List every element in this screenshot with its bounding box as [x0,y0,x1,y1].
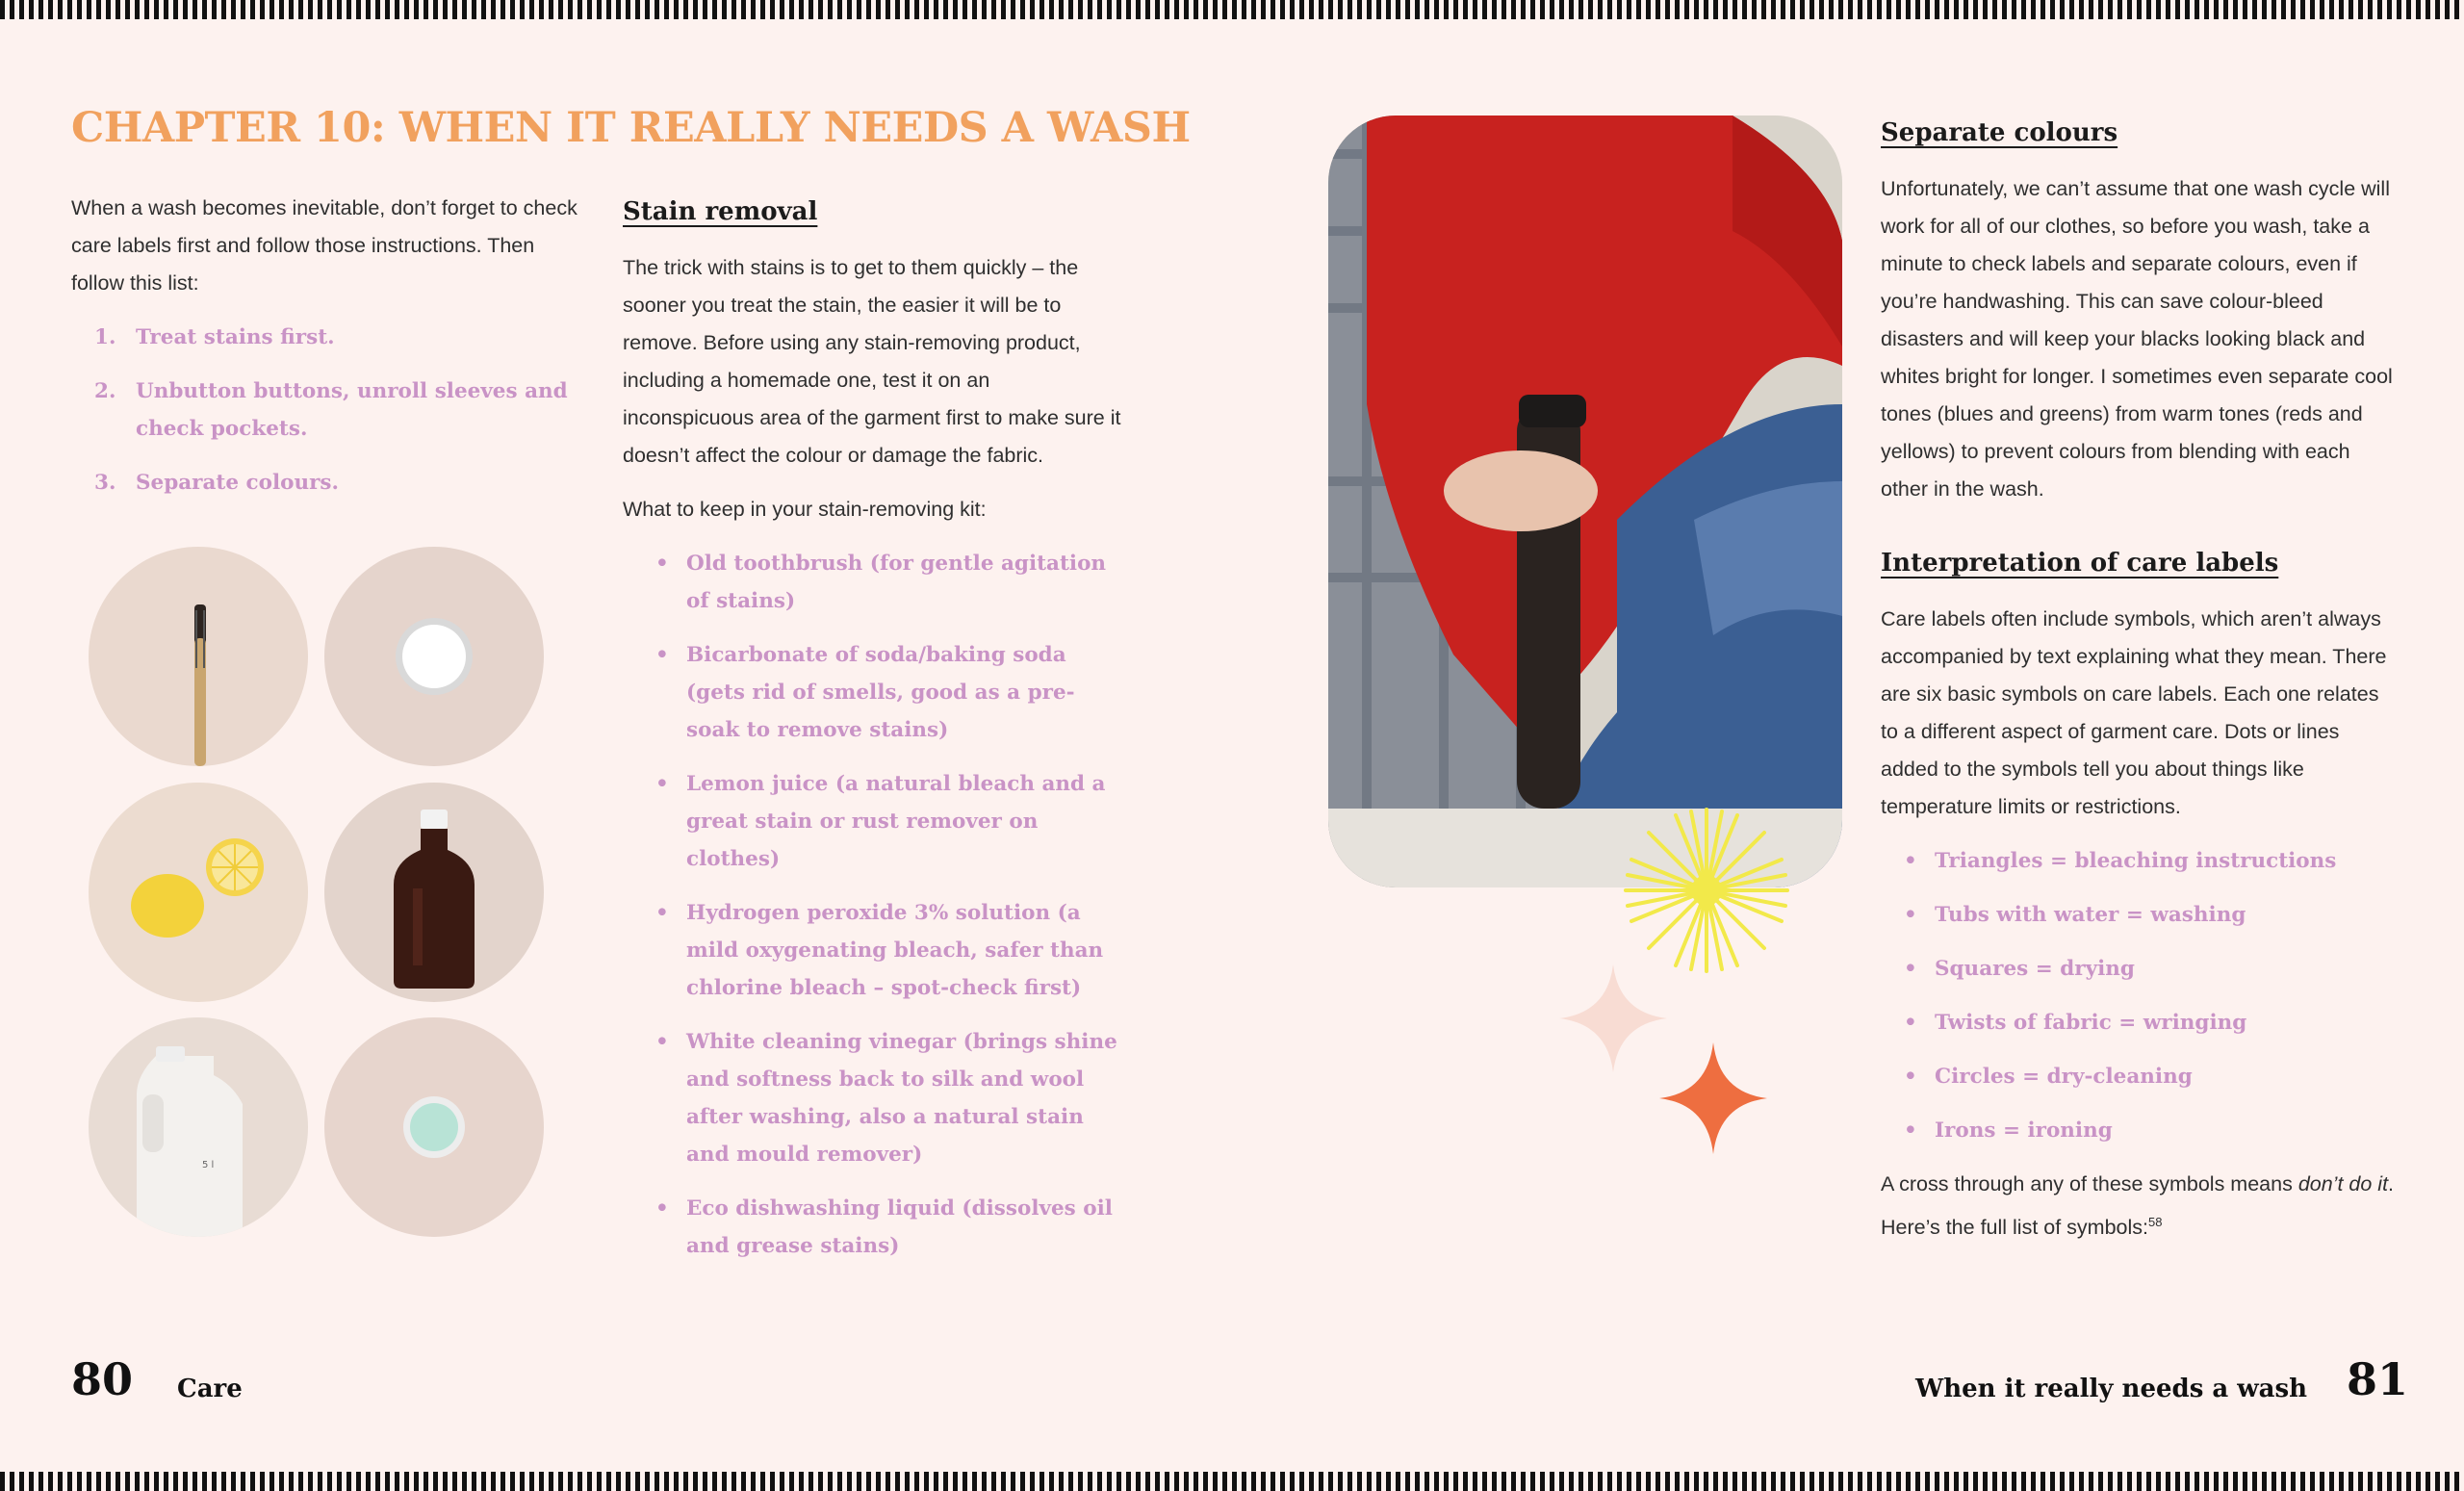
toothbrush-icon [89,547,308,766]
pink-sparkle-icon [1559,964,1667,1072]
emphasis-dont-do-it: don’t do it [2297,1172,2389,1195]
list-item: • Twists of fabric = wringing [1871,1004,2400,1041]
dish-soap-icon [324,1017,544,1237]
list-item: • Bicarbonate of soda/baking soda (gets rid of smells, good as a pre-soak to remove stains) [623,636,1123,749]
vinegar-jug-icon [89,1017,308,1237]
steps-list [71,319,591,501]
peroxide-bottle-icon [324,783,544,1002]
intro-column [71,190,591,518]
orange-sparkle-icon [1659,1042,1767,1154]
right-page-number: 81 [2347,1353,2409,1405]
stain-removal-column [623,195,1123,1281]
footnote-marker: 58 [2148,1215,2163,1229]
list-item: 3. Separate colours. [94,471,340,495]
care-labels-heading: Interpretation of care labels [1881,549,2279,578]
list-item: • Circles = dry-cleaning [1871,1058,2400,1095]
kit-intro: What to keep in your stain-removing kit: [623,498,987,521]
bottom-stripe-border [0,1472,2464,1491]
chapter-title: CHAPTER 10: WHEN IT REALLY NEEDS A WASH [71,104,1191,152]
baking-soda-jar-icon [324,547,544,766]
person-red-sweater-photo [1328,116,1842,887]
list-item: 2. Unbutton buttons, unroll sleeves and check pockets. [94,379,568,441]
intro-paragraph: When a wash becomes inevitable, don’t forget to check care labels first and follow those instructions. Then follow this list: [71,196,578,295]
top-stripe-border [0,0,2464,19]
separate-colours-paragraph: Unfortunately, we can’t assume that one wash cycle will work for all of our clothes, so before you wash, take a minute to check labels and separate colours, even if you’re handwashing. This can save colour-bleed disasters and will keep your blacks looking black and whites bright for longer. I sometimes even separate cool tones (blues and greens) from warm tones (reds and yellows) to prevent colours from blending with each other in the wash. [1881,177,2393,501]
care-symbols-list [1871,842,2400,1149]
list-item: • Irons = ironing [1871,1112,2400,1149]
yellow-starburst-icon [1620,804,1793,977]
list-item: • Triangles = bleaching instructions [1871,842,2400,880]
list-item: • Hydrogen peroxide 3% solution (a mild oxygenating bleach, safer than chlorine bleach – spot-check first) [623,894,1123,1007]
list-item: • Eco dishwashing liquid (dissolves oil and grease stains) [623,1190,1123,1265]
list-item: 1. Treat stains first. [94,325,335,349]
stain-removal-paragraph: The trick with stains is to get to them quickly – the sooner you treat the stain, the easier it will be to remove. Before using any stain-removing product, including a homemade one, test it on an inconspicuous area of the garment first to make sure it doesn’t affect the colour or damage the fabric. [623,256,1121,467]
list-item: • Lemon juice (a natural bleach and a great stain or rust remover on clothes) [623,765,1123,878]
list-item: • Tubs with water = washing [1871,896,2400,934]
right-running-footer: When it really needs a wash [1915,1375,2308,1403]
jug-label: 5 l [202,1160,215,1170]
list-item: • Old toothbrush (for gentle agitation of stains) [623,545,1123,620]
stain-removal-heading: Stain removal [623,197,818,226]
care-labels-paragraph: Care labels often include symbols, which aren’t always accompanied by text explaining what they mean. There are six basic symbols on care labels. Each one relates to a different aspect of garment care. Dots or lines added to the symbols tell you about things like temperature limits or restrictions. [1881,607,2387,818]
closing-paragraph: A cross through any of these symbols means don’t do it. Here’s the full list of symbols:$^{58}$ [1881,1172,2395,1240]
separate-colours-heading: Separate colours [1881,118,2118,147]
separate-colours-column [1881,116,2400,1263]
lemon-icon [89,783,308,1002]
list-item: • White cleaning vinegar (brings shine and softness back to silk and wool after washing, also a natural stain and mould remover) [623,1023,1123,1173]
list-item: • Squares = drying [1871,950,2400,988]
left-page-number: 80 [71,1353,134,1405]
left-running-footer: Care [177,1375,243,1403]
kit-list [623,545,1123,1265]
